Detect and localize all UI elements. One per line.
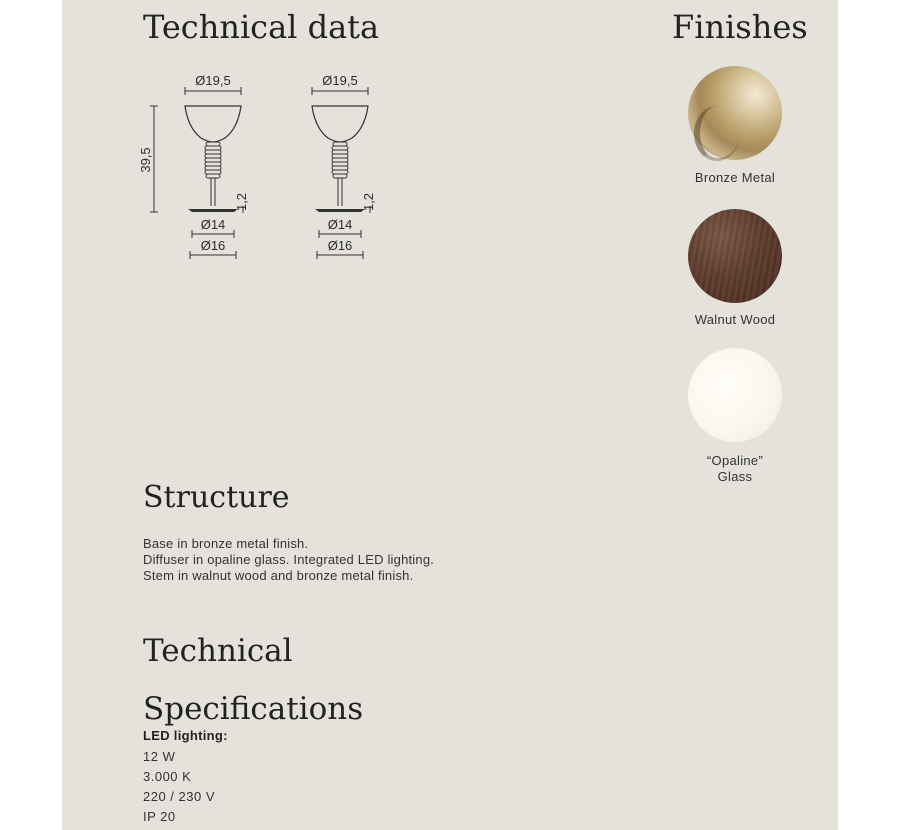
walnut-wood-swatch [688, 209, 782, 303]
bronze-metal-label: Bronze Metal [694, 170, 776, 185]
structure-line: Stem in walnut wood and bronze metal finish. [143, 568, 414, 583]
inner-diameter-label: Ø14 [327, 217, 353, 232]
opaline-glass-label-line1: “Opaline” [706, 453, 764, 468]
opaline-glass-label [675, 453, 795, 485]
spec-list [143, 747, 215, 827]
bronze-metal-swatch [688, 66, 782, 160]
base-thickness-label: 1,2 [361, 192, 376, 212]
lamp-drawing-left [138, 73, 249, 259]
opaline-glass-label-line2: Glass [717, 469, 753, 484]
spec-power: 12 W [143, 749, 176, 764]
inner-diameter-label: Ø14 [200, 217, 226, 232]
led-lighting-title: LED lighting: [143, 728, 228, 743]
spec-heading-line2: Specifications [143, 691, 364, 727]
walnut-wood-label: Walnut Wood [694, 312, 776, 327]
spec-heading-line1: Technical [143, 633, 293, 669]
base-thickness-label: 1,2 [234, 192, 249, 212]
technical-specifications-heading [143, 622, 363, 738]
opaline-glass-swatch [688, 348, 782, 442]
spec-voltage: 220 / 230 V [143, 789, 215, 804]
structure-description [143, 536, 434, 584]
height-label: 39,5 [138, 147, 153, 173]
outer-diameter-label: Ø16 [200, 238, 226, 253]
finishes-heading: Finishes [672, 8, 808, 46]
structure-heading: Structure [143, 480, 290, 515]
top-diameter-label: Ø19,5 [322, 73, 358, 88]
outer-diameter-label: Ø16 [327, 238, 353, 253]
structure-line: Diffuser in opaline glass. Integrated LED lighting. [143, 552, 435, 567]
technical-data-heading: Technical data [143, 8, 380, 46]
spec-ip-rating: IP 20 [143, 809, 176, 824]
spec-color-temperature: 3.000 K [143, 769, 192, 784]
structure-line: Base in bronze metal finish. [143, 536, 309, 551]
top-diameter-label: Ø19,5 [195, 73, 231, 88]
lamp-drawing-right [312, 73, 376, 259]
lamp-technical-drawing [130, 62, 410, 272]
